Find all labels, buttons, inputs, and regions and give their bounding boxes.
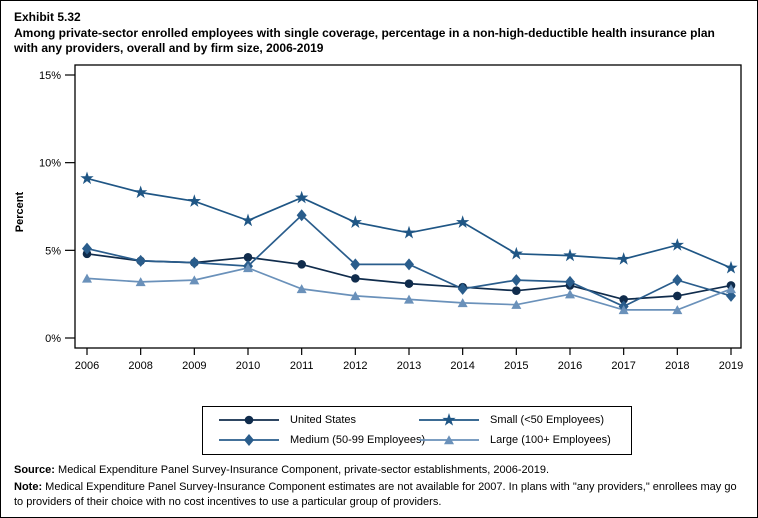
y-axis-title: Percent [14, 191, 26, 232]
legend-label: Large (100+ Employees) [490, 434, 611, 447]
note-line [14, 480, 743, 509]
figure-title: Among private-sector enrolled employees with single coverage, percentage in a non-high-deductible health insurance plan with any providers, overall and by firm size, 2006-2019 [14, 25, 715, 56]
x-tick-label: 2010 [235, 359, 261, 372]
marker-circle [351, 274, 360, 283]
y-tick-label: 5% [45, 245, 61, 258]
marker-diamond [189, 256, 199, 268]
note-text: Medical Expenditure Panel Survey-Insurance Component estimates are not available for 2007. In plans with "any providers," enrollees may go to providers of their choice with no cost incentives to use a particular group of providers. [14, 481, 737, 508]
legend-item-small [417, 412, 623, 429]
y-axis [39, 70, 75, 345]
x-tick-label: 2018 [665, 359, 690, 372]
marker-circle [245, 416, 254, 425]
legend-label: Medium (50-99 Employees) [290, 434, 426, 447]
source-text: Medical Expenditure Panel Survey-Insurance Component, private-sector establishments, 2006-2019. [54, 463, 550, 476]
x-tick-label: 2009 [182, 359, 207, 372]
marker-diamond [672, 274, 682, 286]
plot-border [75, 65, 741, 348]
marker-circle [512, 286, 521, 295]
legend-marker-large [417, 432, 481, 448]
x-tick-label: 2011 [289, 359, 314, 372]
marker-diamond [404, 258, 414, 270]
x-tick-label: 2019 [718, 359, 744, 372]
marker-diamond [136, 255, 146, 267]
marker-diamond [511, 274, 521, 286]
legend-item-medium [217, 432, 426, 449]
exhibit-number: Exhibit 5.32 [14, 10, 81, 24]
legend-label: Small (<50 Employees) [490, 414, 605, 427]
y-tick-label: 10% [38, 157, 61, 170]
note-label: Note: [14, 481, 43, 494]
legend-item-united-states [217, 412, 417, 429]
series-markers-small-50-employees [80, 171, 737, 273]
legend-label: United States [290, 414, 357, 427]
x-tick-label: 2017 [611, 359, 636, 372]
marker-star [724, 261, 737, 274]
legend-marker-small [417, 412, 481, 428]
marker-star [80, 171, 93, 184]
marker-star [456, 215, 469, 228]
x-tick-label: 2015 [504, 359, 529, 372]
marker-circle [405, 279, 414, 288]
marker-diamond [244, 434, 254, 446]
x-tick-label: 2016 [557, 359, 583, 372]
marker-star [241, 213, 254, 226]
marker-star [671, 238, 684, 251]
source-label: Source: [14, 463, 55, 476]
x-tick-label: 2012 [343, 359, 368, 372]
x-tick-label: 2013 [396, 359, 422, 372]
x-tick-label: 2014 [450, 359, 475, 372]
marker-circle [673, 291, 682, 300]
x-tick-label: 2006 [74, 359, 100, 372]
legend-marker-medium [217, 432, 281, 448]
y-tick-label: 0% [45, 332, 61, 345]
marker-star [349, 215, 362, 228]
legend-item-large [417, 432, 623, 449]
y-tick-label: 15% [38, 69, 61, 82]
series-line-small-50-employees [87, 178, 731, 268]
figure-footer [1, 455, 757, 510]
source-line [14, 463, 743, 478]
series-markers-large-100-employees [82, 263, 736, 314]
chart-legend [202, 406, 632, 455]
marker-circle [297, 260, 306, 269]
marker-triangle [565, 289, 575, 298]
line-chart [1, 57, 758, 405]
x-tick-label: 2008 [128, 359, 153, 372]
legend-marker-united-states [217, 412, 281, 428]
x-axis [75, 348, 743, 372]
figure-header [1, 1, 757, 57]
marker-star [295, 191, 308, 204]
